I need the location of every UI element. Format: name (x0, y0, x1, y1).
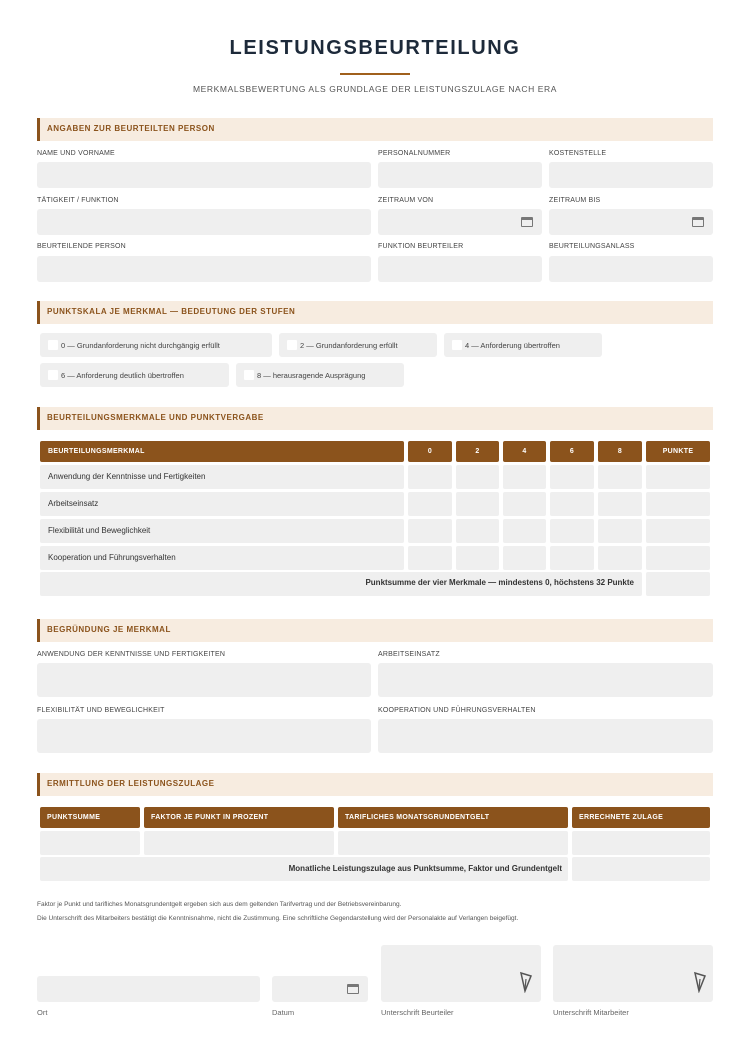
pen-nib-icon (519, 971, 533, 993)
faktor-field[interactable] (144, 831, 334, 855)
ort-label: Ort (37, 1008, 48, 1017)
kostenstelle-field[interactable] (549, 162, 713, 188)
section-title: PUNKTSKALA JE MERKMAL — BEDEUTUNG DER STUFEN (47, 307, 296, 316)
bonus-result-field[interactable] (572, 857, 710, 881)
scale-option[interactable]: 2 — Grundanforderung erfüllt (279, 333, 437, 357)
checkbox[interactable] (48, 340, 58, 350)
scale-option[interactable]: 6 — Anforderung deutlich übertroffen (40, 363, 229, 387)
reason-field-flexibilitaet[interactable] (37, 719, 371, 753)
scale-option[interactable]: 0 — Grundanforderung nicht durchgängig erfüllt (40, 333, 272, 357)
points-field[interactable] (646, 465, 710, 489)
name-field[interactable] (37, 162, 371, 188)
point-cell[interactable] (408, 546, 452, 570)
pen-nib-icon (693, 971, 707, 993)
section-title: BEURTEILUNGSMERKMALE UND PUNKTVERGABE (47, 413, 264, 422)
point-cell[interactable] (503, 546, 546, 570)
scale-option[interactable]: 8 — herausragende Ausprägung (236, 363, 404, 387)
section-header-scale (37, 301, 713, 324)
point-cell[interactable] (408, 492, 452, 516)
table-header-punkte: PUNKTE (646, 441, 710, 462)
calendar-icon[interactable] (347, 984, 359, 994)
section-title: ERMITTLUNG DER LEISTUNGSZULAGE (47, 779, 215, 788)
bonus-header: TARIFLICHES MONATSGRUNDENTGELT (338, 807, 568, 828)
signature-mitarbeiter-field[interactable] (553, 945, 713, 1002)
point-cell[interactable] (408, 519, 452, 543)
sum-label: Punktsumme der vier Merkmale — mindestens 0, höchstens 32 Punkte (365, 578, 634, 587)
section-header-bonus (37, 773, 713, 796)
reason-field-kooperation[interactable] (378, 719, 713, 753)
scale-option[interactable]: 4 — Anforderung übertroffen (444, 333, 602, 357)
zeitraum-bis-field[interactable] (549, 209, 713, 235)
section-header-person (37, 118, 713, 141)
point-cell[interactable] (598, 465, 642, 489)
point-cell[interactable] (550, 519, 594, 543)
criteria-label: Flexibilität und Beweglichkeit (48, 526, 151, 535)
personalnummer-label: PERSONALNUMMER (378, 150, 451, 157)
section-title: ANGABEN ZUR BEURTEILTEN PERSON (47, 124, 215, 133)
calendar-icon[interactable] (692, 217, 704, 227)
bonus-sum-label: Monatliche Leistungszulage aus Punktsumme, Faktor und Grundentgelt (288, 864, 562, 873)
table-header-points: 6 (550, 441, 594, 462)
funktion-beurteiler-label: FUNKTION BEURTEILER (378, 243, 464, 250)
bonus-header: FAKTOR JE PUNKT IN PROZENT (144, 807, 334, 828)
funktion-beurteiler-field[interactable] (378, 256, 542, 282)
anlass-field[interactable] (549, 256, 713, 282)
datum-label: Datum (272, 1008, 295, 1017)
point-cell[interactable] (503, 519, 546, 543)
table-header-points: 2 (456, 441, 499, 462)
beurteilende-label: BEURTEILENDE PERSON (37, 243, 126, 250)
point-cell[interactable] (408, 465, 452, 489)
points-field[interactable] (646, 519, 710, 543)
bonus-header: PUNKTSUMME (40, 807, 140, 828)
reason-label: ARBEITSEINSATZ (378, 651, 440, 658)
point-cell[interactable] (598, 519, 642, 543)
table-header-points: 0 (408, 441, 452, 462)
page-subtitle: MERKMALSBEWERTUNG ALS GRUNDLAGE DER LEISTUNGSZULAGE NACH ERA (192, 84, 558, 94)
note-text: Faktor je Punkt und tarifliches Monatsgrundentgelt ergeben sich aus dem geltenden Tarifvertrag und der Betriebsvereinbarung. (37, 901, 402, 908)
point-cell[interactable] (503, 465, 546, 489)
reason-label: ANWENDUNG DER KENNTNISSE UND FERTIGKEITEN (37, 651, 226, 658)
ort-field[interactable] (37, 976, 260, 1002)
point-cell[interactable] (550, 546, 594, 570)
reason-label: KOOPERATION UND FÜHRUNGSVERHALTEN (378, 707, 536, 714)
reason-field-arbeitseinsatz[interactable] (378, 663, 713, 697)
punktsumme-field[interactable] (40, 831, 140, 855)
criteria-label: Anwendung der Kenntnisse und Fertigkeiten (48, 472, 206, 481)
point-cell[interactable] (456, 492, 499, 516)
checkbox[interactable] (287, 340, 297, 350)
grundentgelt-field[interactable] (338, 831, 568, 855)
section-header-reasons (37, 619, 713, 642)
points-field[interactable] (646, 492, 710, 516)
calendar-icon[interactable] (521, 217, 533, 227)
anlass-label: BEURTEILUNGSANLASS (549, 243, 635, 250)
name-label: NAME UND VORNAME (37, 150, 115, 157)
reason-field-kenntnisse[interactable] (37, 663, 371, 697)
zeitraum-bis-label: ZEITRAUM BIS (549, 197, 601, 204)
checkbox[interactable] (244, 370, 254, 380)
personalnummer-field[interactable] (378, 162, 542, 188)
note-text: Die Unterschrift des Mitarbeiters bestätigt die Kenntnisnahme, nicht die Zustimmung. Eine schriftliche Gegendarstellung wird der Personalakte auf Verlangen beigefügt. (37, 915, 519, 922)
zeitraum-von-label: ZEITRAUM VON (378, 197, 434, 204)
title-divider (340, 73, 410, 75)
page-title: LEISTUNGSBEURTEILUNG (229, 37, 521, 59)
table-header-merkmal: BEURTEILUNGSMERKMAL (40, 441, 404, 462)
kostenstelle-label: KOSTENSTELLE (549, 150, 607, 157)
point-cell[interactable] (456, 546, 499, 570)
point-cell[interactable] (503, 492, 546, 516)
checkbox[interactable] (452, 340, 462, 350)
taetigkeit-label: TÄTIGKEIT / FUNKTION (37, 197, 119, 204)
table-header-points: 4 (503, 441, 546, 462)
point-cell[interactable] (598, 492, 642, 516)
datum-field[interactable] (272, 976, 368, 1002)
bonus-header: ERRECHNETE ZULAGE (572, 807, 710, 828)
section-title: BEGRÜNDUNG JE MERKMAL (47, 625, 171, 634)
taetigkeit-field[interactable] (37, 209, 371, 235)
beurteiler-signature-label: Unterschrift Beurteiler (381, 1008, 454, 1017)
sum-points-field[interactable] (646, 572, 710, 596)
point-cell[interactable] (598, 546, 642, 570)
reason-label: FLEXIBILITÄT UND BEWEGLICHKEIT (37, 707, 165, 714)
signature-beurteiler-field[interactable] (381, 945, 541, 1002)
mitarbeiter-signature-label: Unterschrift Mitarbeiter (553, 1008, 629, 1017)
point-cell[interactable] (550, 492, 594, 516)
point-cell[interactable] (456, 519, 499, 543)
beurteilende-field[interactable] (37, 256, 371, 282)
points-field[interactable] (646, 546, 710, 570)
point-cell[interactable] (456, 465, 499, 489)
section-header-criteria (37, 407, 713, 430)
zeitraum-von-field[interactable] (378, 209, 542, 235)
zulage-field[interactable] (572, 831, 710, 855)
criteria-label: Arbeitseinsatz (48, 499, 99, 508)
table-header-points: 8 (598, 441, 642, 462)
checkbox[interactable] (48, 370, 58, 380)
point-cell[interactable] (550, 465, 594, 489)
criteria-label: Kooperation und Führungsverhalten (48, 553, 176, 562)
